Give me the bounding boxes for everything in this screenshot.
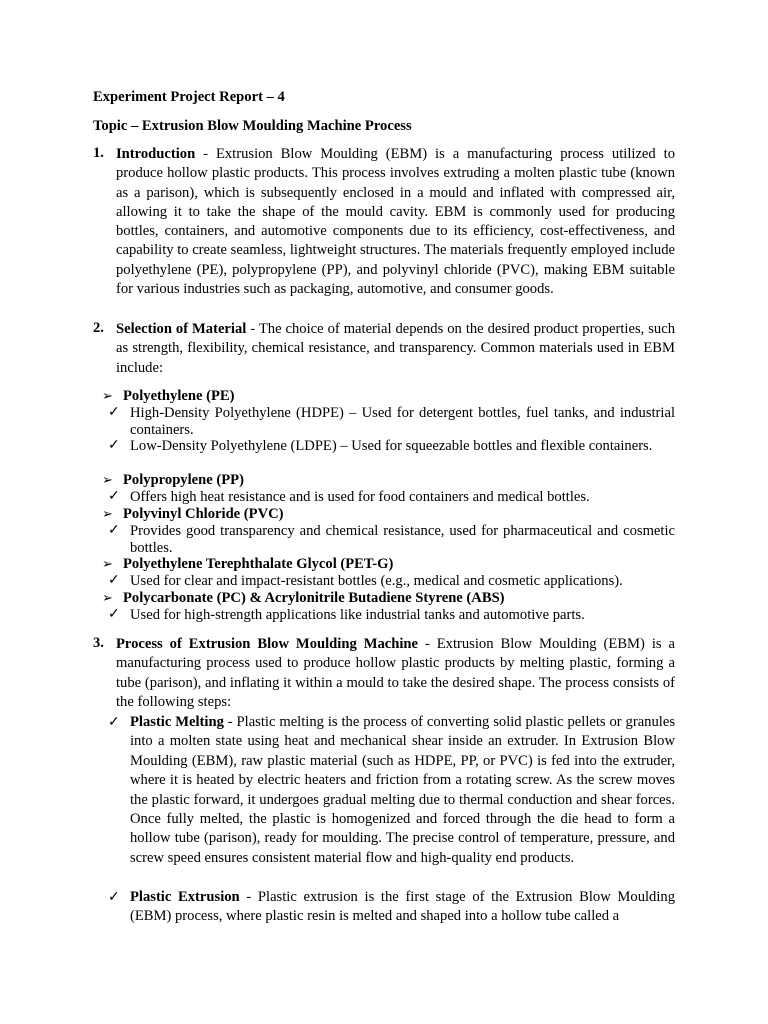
check-bullet-icon: ✓ (108, 523, 120, 538)
material-name: Polypropylene (PP) (123, 472, 244, 488)
step-text: - Plastic extrusion is the first stage of the Extrusion Blow Moulding (EBM) process, where plastic resin is melted and shaped into a hollow tube called a (130, 889, 676, 925)
material-item-pvc (102, 506, 675, 523)
step-title: Plastic Extrusion (130, 889, 240, 905)
report-heading: Experiment Project Report – 4 (93, 89, 285, 105)
arrow-bullet-icon: ➢ (102, 388, 113, 403)
check-bullet-icon: ✓ (108, 890, 120, 905)
material-name: Polyvinyl Chloride (PVC) (123, 506, 284, 522)
check-bullet-icon: ✓ (108, 405, 120, 420)
arrow-bullet-icon: ➢ (102, 472, 113, 487)
check-bullet-icon: ✓ (108, 607, 120, 622)
material-item-petg (102, 556, 675, 573)
arrow-bullet-icon: ➢ (102, 556, 113, 571)
material-detail-text: Low-Density Polyethylene (LDPE) – Used for squeezable bottles and flexible containers. (130, 438, 653, 454)
material-detail-text: Provides good transparency and chemical resistance, used for pharmaceutical and cosmetic bottles. (130, 523, 675, 556)
section-title: Process of Extrusion Blow Moulding Machine (116, 636, 419, 652)
check-bullet-icon: ✓ (108, 489, 120, 504)
section-process (93, 635, 675, 712)
step-plastic-melting (108, 713, 675, 868)
material-detail-petg (108, 573, 675, 590)
step-plastic-extrusion (108, 888, 675, 927)
material-item-pc-abs (102, 590, 675, 607)
material-detail-hdpe (108, 405, 675, 438)
section-title: Introduction (116, 146, 196, 162)
material-detail-text: Used for high-strength applications like industrial tanks and automotive parts. (130, 607, 585, 623)
material-name: Polycarbonate (PC) & Acrylonitrile Butadiene Styrene (ABS) (123, 590, 505, 606)
section-selection-of-material (93, 320, 675, 378)
step-title: Plastic Melting (130, 714, 224, 730)
section-number: 3. (93, 635, 104, 651)
material-detail-ldpe (108, 438, 675, 455)
material-detail-pp (108, 489, 675, 506)
section-paragraph (116, 320, 675, 378)
material-detail-text: High-Density Polyethylene (HDPE) – Used for detergent bottles, fuel tanks, and industrial containers. (130, 405, 675, 438)
check-bullet-icon: ✓ (108, 573, 120, 588)
material-detail-pvc (108, 523, 675, 556)
section-text: - The choice of material depends on the desired product properties, such as strength, flexibility, chemical resistance, and transparency. Common materials used in EBM include: (116, 321, 675, 376)
report-topic: Topic – Extrusion Blow Moulding Machine Process (93, 118, 412, 134)
arrow-bullet-icon: ➢ (102, 590, 113, 605)
section-number: 2. (93, 320, 104, 336)
section-paragraph (116, 145, 675, 299)
material-name: Polyethylene (PE) (123, 388, 235, 404)
section-paragraph (116, 635, 675, 712)
step-text: - Plastic melting is the process of converting solid plastic pellets or granules into a molten state using heat and mechanical shear inside an extruder. In Extrusion Blow Moulding (EBM), raw plastic material (such as HDPE, PP, or PVC) is fed into the extruder, where it is heated by electric heaters and friction from a rotating screw. As the screw moves the plastic forward, it undergoes gradual melting due to thermal conduction and shear forces. Once fully melted, the plastic is homogenized and forced through the die head to form a hollow tube (parison), ready for moulding. The precise control of temperature, pressure, and screw speed ensures consistent material flow and high-quality end products. (130, 714, 675, 866)
check-bullet-icon: ✓ (108, 715, 120, 730)
material-detail-pc-abs (108, 607, 675, 624)
section-text: - Extrusion Blow Moulding (EBM) is a manufacturing process used to produce hollow plastic products by melting plastic, forming a tube (parison), and inflating it within a mould to take the desired shape. The process consists of the following steps: (116, 636, 675, 710)
step-paragraph (130, 888, 675, 927)
arrow-bullet-icon: ➢ (102, 506, 113, 521)
material-detail-text: Used for clear and impact-resistant bottles (e.g., medical and cosmetic applications). (130, 573, 623, 589)
material-item-pe (102, 388, 675, 405)
section-number: 1. (93, 145, 104, 161)
material-name: Polyethylene Terephthalate Glycol (PET-G) (123, 556, 394, 572)
section-text: - Extrusion Blow Moulding (EBM) is a manufacturing process utilized to produce hollow plastic products. This process involves extruding a molten plastic tube (known as a parison), which is subsequently enclosed in a mould and inflated with compressed air, allowing it to take the shape of the mould cavity. EBM is commonly used for producing bottles, containers, and automotive components due to its efficiency, cost-effectiveness, and capability to create seamless, lightweight structures. The materials frequently employed include polyethylene (PE), polypropylene (PP), and polyvinyl chloride (PVC), making EBM suitable for various industries such as packaging, automotive, and consumer goods. (116, 146, 675, 298)
material-item-pp (102, 472, 675, 489)
material-detail-text: Offers high heat resistance and is used for food containers and medical bottles. (130, 489, 590, 505)
step-paragraph (130, 713, 675, 868)
section-introduction (93, 145, 675, 299)
check-bullet-icon: ✓ (108, 438, 120, 453)
section-title: Selection of Material (116, 321, 247, 337)
